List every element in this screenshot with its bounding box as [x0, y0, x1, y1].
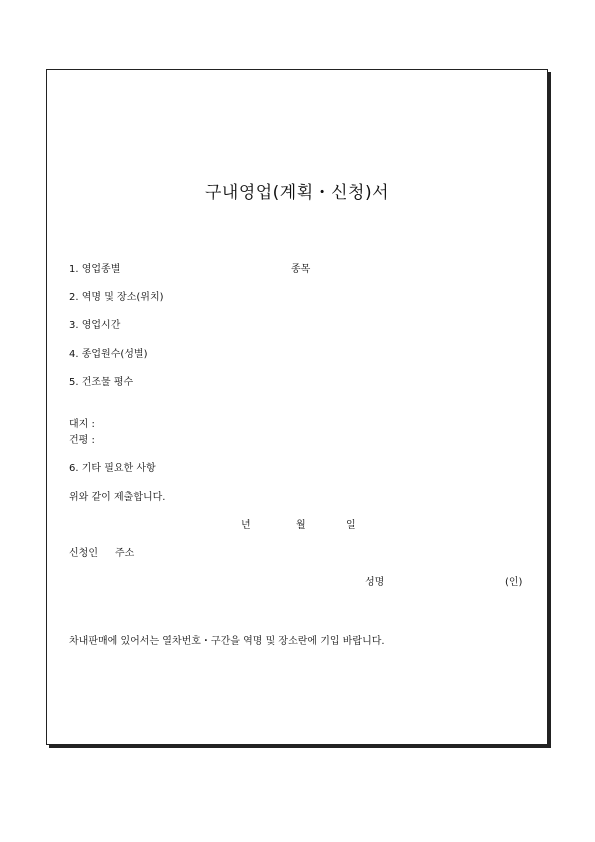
field-station-location-label: 2. 역명 및 장소(위치) [69, 292, 164, 303]
footnote: 차내판매에 있어서는 열차번호・구간을 역명 및 장소란에 기입 바랍니다. [69, 636, 385, 647]
field-other-label: 6. 기타 필요한 사항 [69, 463, 156, 474]
field-business-hours-label: 3. 영업시간 [69, 320, 121, 331]
floor-area-label: 건평 : [69, 435, 95, 446]
field-building-area-label: 5. 건조물 평수 [69, 377, 134, 388]
date-year-label: 년 [241, 520, 251, 531]
field-business-type-label: 1. 영업종별 [69, 264, 121, 275]
document-title: 구내영업(계획・신청)서 [204, 183, 390, 203]
seal-label: (인) [505, 577, 523, 588]
address-label: 주소 [115, 548, 135, 559]
date-month-label: 월 [296, 520, 306, 531]
field-employee-count-label: 4. 종업원수(성별) [69, 349, 148, 360]
field-category-label: 종목 [291, 264, 311, 275]
submission-statement: 위와 같이 제출합니다. [69, 492, 166, 503]
site-area-label: 대지 : [69, 419, 95, 430]
name-label: 성명 [365, 577, 385, 588]
document-frame [46, 69, 548, 745]
date-day-label: 일 [346, 520, 356, 531]
applicant-label: 신청인 [69, 548, 98, 559]
